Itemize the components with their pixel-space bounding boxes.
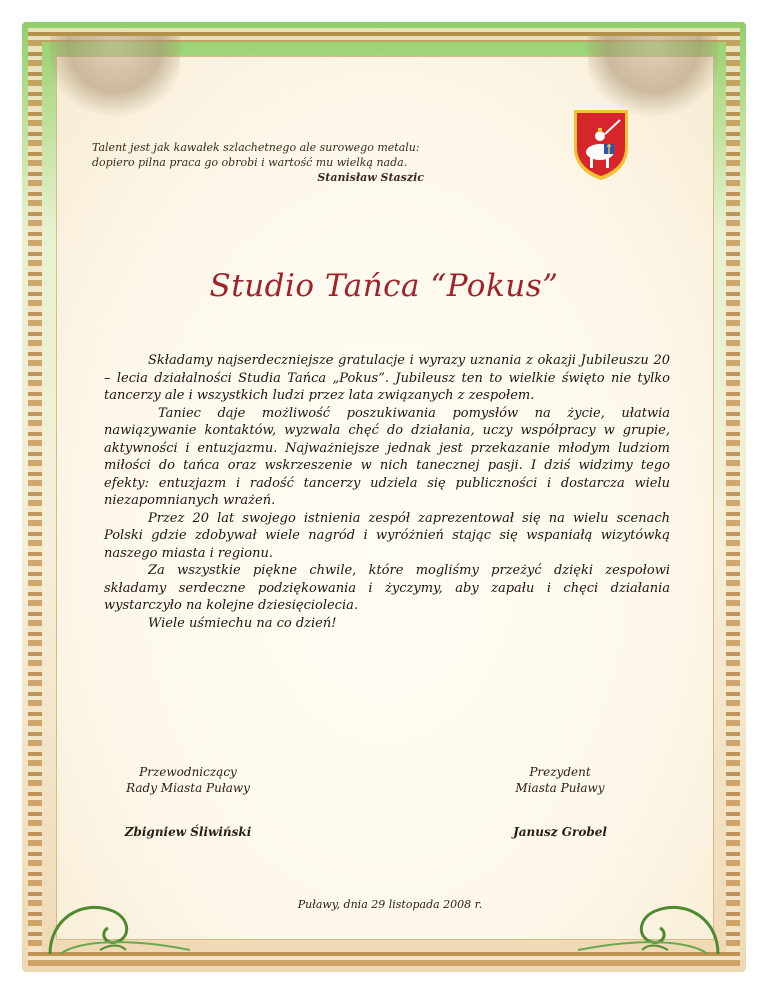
signature-right-role-2: Miasta Puławy bbox=[515, 781, 605, 795]
certificate-title: Studio Tańca “Pokus” bbox=[209, 268, 559, 304]
place-and-date: Puławy, dnia 29 listopada 2008 r. bbox=[297, 898, 483, 911]
signature-left bbox=[88, 764, 288, 840]
swirl-ornament-bottom-right bbox=[568, 880, 728, 960]
coat-of-arms-pulawy-icon bbox=[572, 108, 630, 182]
body-paragraph-1: Składamy najserdeczniejsze gratulacje i wyrazy uznania z okazji Jubileuszu 20 – lecia działalności Studia Tańca „Pokus”. Jubileusz ten to wielkie święto nie tylko tancerzy ale i wszystkich ludzi przez lata związanych z zespołem. bbox=[104, 353, 670, 403]
quote-line-1: Talent jest jak kawałek szlachetnego ale surowego metalu: bbox=[92, 141, 420, 154]
signature-left-role-2: Rady Miasta Puławy bbox=[126, 781, 250, 795]
body-paragraph-3: Przez 20 lat swojego istnienia zespół zaprezentował się na wielu scenach Polski gdzie zdobywał wiele nagród i wyróżnień stając się wspaniałą wizytówką naszego miasta i regionu. bbox=[104, 510, 670, 561]
motto-quote bbox=[92, 140, 432, 185]
body-paragraph-2: Taniec daje możliwość poszukiwania pomysłów na życie, ułatwia nawiązywanie kontaktów, wyzwala chęć do działania, uczy współpracy w grupie, aktywności i entuzjazmu. Najważniejsze jednak jest przekazanie młodym ludziom miłości do tańca oraz wskrzeszenie w nich tanecznej pasji. I dziś widzimy tego efekty: entuzjazm i radość tancerzy udziela się publiczności i dostarcza wielu niezapomnianych wrażeń. bbox=[104, 405, 670, 508]
signature-left-name: Zbigniew Śliwiński bbox=[124, 825, 252, 839]
signature-right-role-1: Prezydent bbox=[529, 765, 591, 779]
signature-right-name: Janusz Grobel bbox=[513, 825, 607, 839]
body-paragraph-4: Za wszystkie piękne chwile, które mogliśmy przeżyć dzięki zespołowi składamy serdeczne podziękowania i życzymy, aby zapału i chęci działania wystarczyło na kolejne dziesięciolecia. bbox=[104, 563, 670, 613]
swirl-ornament-bottom-left bbox=[40, 880, 200, 960]
signature-right bbox=[460, 764, 660, 840]
body-paragraph-5: Wiele uśmiechu na co dzień! bbox=[148, 615, 337, 631]
quote-author: Stanisław Staszic bbox=[317, 171, 424, 184]
signature-left-role-1: Przewodniczący bbox=[139, 765, 237, 779]
certificate-body bbox=[104, 352, 670, 632]
quote-line-2: dopiero pilna praca go obrobi i wartość mu wielką nada. bbox=[92, 156, 408, 169]
